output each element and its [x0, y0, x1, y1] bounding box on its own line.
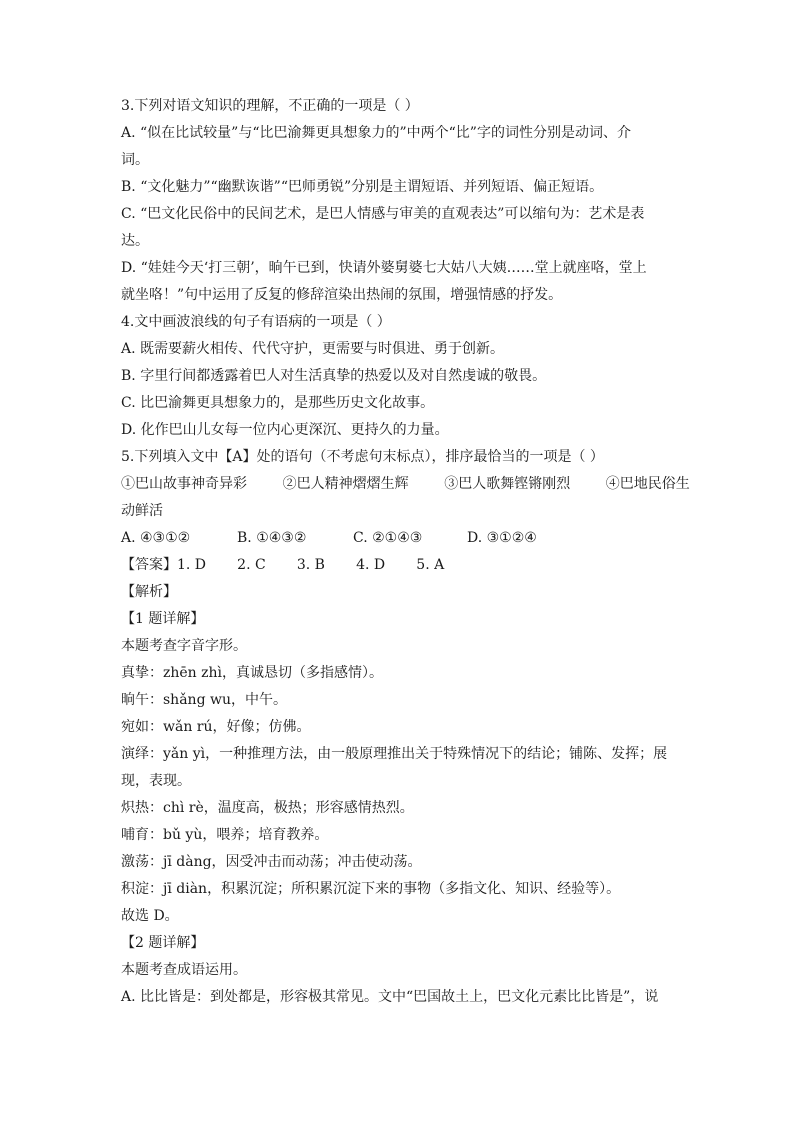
q4-option-b: B. 字里行间都透露着巴人对生活真挚的热爱以及对自然虔诚的敬畏。 [121, 368, 547, 384]
q5-items: ①巴山故事神奇异彩 ②巴人精神熠熠生辉 ③巴人歌舞铿锵刚烈 ④巴地民俗生 [121, 476, 690, 492]
q5-option-c: C. ②①④③ [353, 530, 423, 546]
q1-detail-header: 【1 题详解】 [121, 611, 205, 627]
q1-detail-item: 激荡：jī dàng，因受冲击而动荡；冲击使动荡。 [121, 854, 422, 870]
q5-stem: 5.下列填入文中【A】处的语句（不考虑句末标点），排序最恰当的一项是（ ） [121, 449, 604, 465]
q3-option-d: D. “娃娃今天‘打三朝’，晌午已到，快请外婆舅婆七大姑八大姨……堂上就座咯，堂上 [121, 260, 647, 276]
q1-detail-item: 晌午：shǎng wu，中午。 [121, 692, 287, 708]
q2-detail-header: 【2 题详解】 [121, 935, 205, 951]
q4-option-d: D. 化作巴山儿女每一位内心更深沉、更持久的力量。 [121, 422, 449, 438]
q4-option-a: A. 既需要薪火相传、代代守护，更需要与时俱进、勇于创新。 [121, 341, 505, 357]
q4-option-c: C. 比巴渝舞更具想象力的，是那些历史文化故事。 [121, 395, 435, 411]
q2-detail-intro: 本题考查成语运用。 [121, 962, 247, 978]
answer-line: 【答案】1. D 2. C 3. B 4. D 5. A [121, 557, 445, 573]
q3-option-a-cont: 词。 [121, 152, 149, 168]
q1-detail-item: 宛如：wǎn rú，好像；仿佛。 [121, 719, 311, 735]
q1-detail-conclusion: 故选 D。 [121, 908, 179, 924]
q1-detail-intro: 本题考查字音字形。 [121, 638, 247, 654]
q1-detail-item: 真挚：zhēn zhì，真诚恳切（多指感情）。 [121, 665, 384, 681]
q1-detail-item: 演绎：yǎn yì，一种推理方法，由一般原理推出关于特殊情况下的结论；铺陈、发挥；展 [121, 746, 668, 762]
q5-option-b: B. ①④③② [237, 530, 307, 546]
q5-option-d: D. ③①②④ [467, 530, 537, 546]
q1-detail-item: 炽热：chì rè，温度高，极热；形容感情热烈。 [121, 800, 414, 816]
q3-option-c-cont: 达。 [121, 233, 149, 249]
q1-detail-item-cont: 现，表现。 [121, 773, 191, 789]
q5-options [121, 525, 676, 552]
q5-items-cont: 动鲜活 [121, 503, 163, 519]
q3-option-a: A. “似在比试较量”与“比巴渝舞更具想象力的”中两个“比”字的词性分别是动词、介 [121, 125, 631, 141]
q3-option-b: B. “文化魅力”“幽默诙谐”“巴师勇锐”分别是主谓短语、并列短语、偏正短语。 [121, 179, 604, 195]
q2-detail-item: A. 比比皆是：到处都是，形容极其常见。文中“巴国故土上，巴文化元素比比皆是”，说 [121, 989, 659, 1005]
q1-detail-item: 积淀：jī diàn，积累沉淀；所积累沉淀下来的事物（多指文化、知识、经验等）。 [121, 881, 621, 897]
q3-stem: 3.下列对语文知识的理解，不正确的一项是（ ） [121, 98, 419, 114]
document-body [121, 93, 690, 1011]
q1-detail-item: 哺育：bǔ yù，喂养；培育教养。 [121, 827, 329, 843]
q3-option-c: C. “巴文化民俗中的民间艺术，是巴人情感与审美的直观表达”可以缩句为：艺术是表 [121, 206, 645, 222]
analysis-header: 【解析】 [121, 584, 177, 600]
q4-stem: 4.文中画波浪线的句子有语病的一项是（ ） [121, 314, 391, 330]
q3-option-d-cont: 就坐咯！”句中运用了反复的修辞渲染出热闹的氛围，增强情感的抒发。 [121, 287, 563, 303]
q5-option-a: A. ④③①② [121, 530, 191, 546]
